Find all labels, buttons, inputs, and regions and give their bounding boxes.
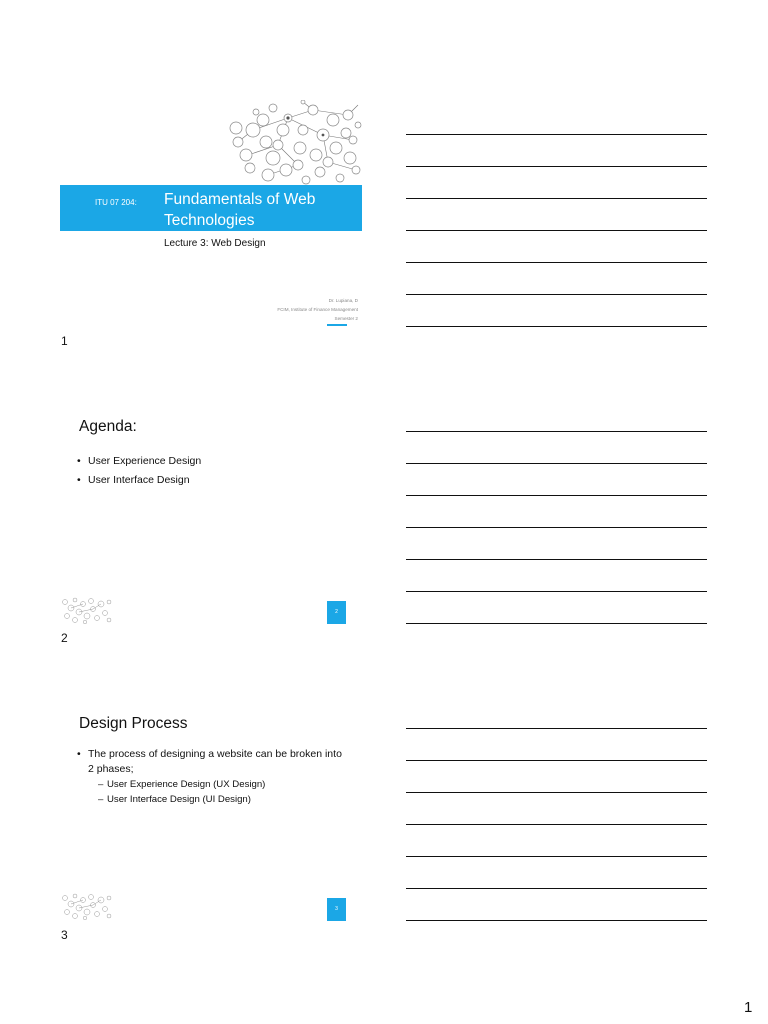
note-line [406, 888, 707, 889]
note-line [406, 728, 707, 729]
course-code: ITU 07 204: [95, 198, 137, 207]
note-line [406, 623, 707, 624]
note-line [406, 262, 707, 263]
page-number: 1 [744, 999, 753, 1016]
note-line [406, 230, 707, 231]
note-line [406, 431, 707, 432]
note-line [406, 326, 707, 327]
list-item: – User Experience Design (UX Design) [98, 779, 266, 790]
note-line [406, 527, 707, 528]
bullet-glyph: • [77, 455, 81, 467]
title-banner [60, 185, 362, 231]
slide-1 [60, 100, 362, 330]
note-line [406, 591, 707, 592]
semester: Semester 2 [334, 316, 358, 321]
note-line [406, 294, 707, 295]
slide-3 [60, 698, 362, 928]
slide-number: 2 [61, 631, 68, 645]
note-line [406, 559, 707, 560]
bullet-glyph: • [77, 474, 81, 486]
slide-number-badge: 3 [327, 898, 346, 921]
note-line [406, 134, 707, 135]
bullet-glyph: • [77, 748, 81, 760]
dash-glyph: – [98, 794, 104, 805]
note-line [406, 463, 707, 464]
slide-2 [60, 400, 362, 630]
lecture-subtitle: Lecture 3: Web Design [164, 238, 266, 249]
accent-rule [327, 324, 347, 326]
note-line [406, 198, 707, 199]
slide-number-badge: 2 [327, 601, 346, 624]
note-line [406, 824, 707, 825]
list-item: • User Interface Design [77, 471, 201, 490]
note-line [406, 495, 707, 496]
list-item: • The process of designing a website can be broken into 2 phases; – User Experience Design (UX Design) – User Interface Design (UI Design) [77, 747, 347, 807]
network-graph-icon [228, 100, 362, 185]
slide-title: Design Process [79, 715, 188, 732]
slide-title: Fundamentals of Web Technologies [164, 191, 316, 229]
note-line [406, 166, 707, 167]
slide-title: Agenda: [79, 418, 137, 435]
list-item: – User Interface Design (UI Design) [98, 794, 251, 805]
slide-number: 1 [61, 334, 68, 348]
sub-bullet-list [88, 777, 347, 807]
bullet-list [77, 747, 347, 807]
list-item: • User Experience Design [77, 452, 201, 471]
note-line [406, 792, 707, 793]
note-line [406, 856, 707, 857]
slide-number: 3 [61, 928, 68, 942]
author-name: Dr. Lupiana, D [328, 298, 358, 303]
dash-glyph: – [98, 779, 104, 790]
note-line [406, 920, 707, 921]
author-institution: FCIM, Institute of Finance Management [277, 307, 358, 312]
bullet-list [77, 452, 201, 490]
note-line [406, 760, 707, 761]
network-graph-icon [61, 596, 113, 624]
network-graph-icon [61, 892, 113, 920]
